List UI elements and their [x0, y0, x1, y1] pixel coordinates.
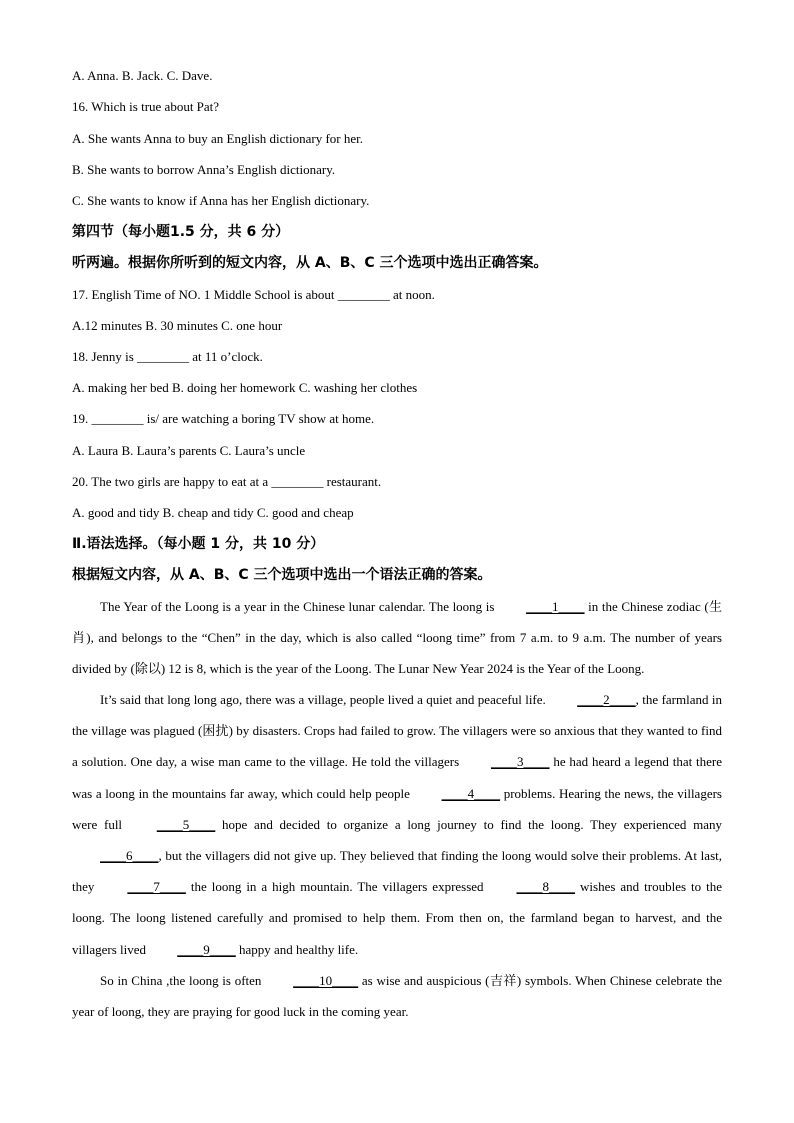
blank-5[interactable]: ____5____ [156, 816, 216, 832]
passage-text: , but the villagers did not give up. They believed that finding the loong would solve their problems. At last, they [72, 848, 722, 895]
passage-text: in the Chinese zodiac (生肖), and belongs to the “Chen” in the day, which is also called “loong time” from 7 a.m. to 9 a.m. The number of years divided by (除以) 12 is 8, which is the year of the Loong. The Lunar New Year 2024 is the Year of the Loong. [72, 599, 722, 677]
passage-text: The Year of the Loong is a year in the Chinese lunar calendar. The loong is [100, 599, 499, 614]
q16-option-a: A. She wants Anna to buy an English dictionary for her. [72, 131, 364, 146]
passage-text: as wise and auspicious (吉祥) symbols. When Chinese celebrate the year of loong, they are praying for good luck in the coming year. [72, 973, 722, 1020]
q16-option-c: C. She wants to know if Anna has her English dictionary. [72, 193, 370, 208]
q17-question: 17. English Time of NO. 1 Middle School is about ________ at noon. [72, 287, 435, 302]
section4-title: 第四节（每小题1.5 分，共 6 分） [72, 224, 290, 240]
blank-7[interactable]: ____7____ [127, 879, 186, 895]
passage-text: the loong in a high mountain. The villagers expressed [185, 879, 489, 895]
blank-9[interactable]: ____9____ [177, 941, 236, 957]
passage-text: It’s said that long long ago, there was a village, people lived a quiet and peaceful life. [100, 692, 550, 707]
part2-instructions: 根据短文内容，从 A、B、C 三个选项中选出一个语法正确的答案。 [72, 567, 492, 583]
passage-text: happy and healthy life. [235, 941, 359, 957]
blank-10[interactable]: ____10____ [293, 973, 359, 988]
passage-text: hope and decided to organize a long journey to find the loong. They experienced many [215, 816, 722, 832]
q20-question: 20. The two girls are happy to eat at a ________ restaurant. [72, 474, 382, 489]
blank-2[interactable]: ____2____ [577, 692, 636, 707]
passage-paragraph-3 [72, 965, 722, 1027]
q16-question: 16. Which is true about Pat? [72, 99, 220, 114]
blank-6[interactable]: ____6____ [100, 848, 159, 864]
q20-options: A. good and tidy B. cheap and tidy C. good and cheap [72, 505, 354, 520]
q19-question: 19. ________ is/ are watching a boring TV show at home. [72, 411, 375, 426]
blank-3[interactable]: ____3____ [491, 754, 550, 770]
passage-text: So in China ,the loong is often [100, 973, 266, 988]
section4-instructions: 听两遍。根据你所听到的短文内容，从 A、B、C 三个选项中选出正确答案。 [72, 255, 548, 271]
blank-1[interactable]: ____1____ [526, 599, 585, 614]
q18-question: 18. Jenny is ________ at 11 o’clock. [72, 349, 263, 364]
blank-4[interactable]: ____4____ [441, 785, 501, 801]
blank-8[interactable]: ____8____ [516, 879, 576, 895]
passage-text: problems. Hearing the news, the villagers were full [72, 785, 722, 832]
q18-options: A. making her bed B. doing her homework C. washing her clothes [72, 380, 418, 395]
passage-text: he had heard a legend that there was a loong in the mountains far away, which could help people [72, 754, 722, 801]
q15-options: A. Anna. B. Jack. C. Dave. [72, 68, 213, 83]
passage-text: , the farmland in the village was plagued (困扰) by disasters. Crops had failed to grow. The villagers were so anxious that they wanted to find a solution. One day, a wise man came to the village. He told the villagers [72, 692, 722, 770]
passage-paragraph-2 [72, 684, 722, 965]
q19-options: A. Laura B. Laura’s parents C. Laura’s uncle [72, 443, 306, 458]
passage-text: wishes and troubles to the loong. The loong listened carefully and promised to help them. From then on, the farmland began to harvest, and the villagers lived [72, 879, 722, 957]
passage-paragraph-1 [72, 591, 722, 685]
part2-title: Ⅱ.语法选择。（每小题 1 分，共 10 分） [72, 536, 325, 552]
q17-options: A.12 minutes B. 30 minutes C. one hour [72, 318, 283, 333]
q16-option-b: B. She wants to borrow Anna’s English dictionary. [72, 162, 336, 177]
